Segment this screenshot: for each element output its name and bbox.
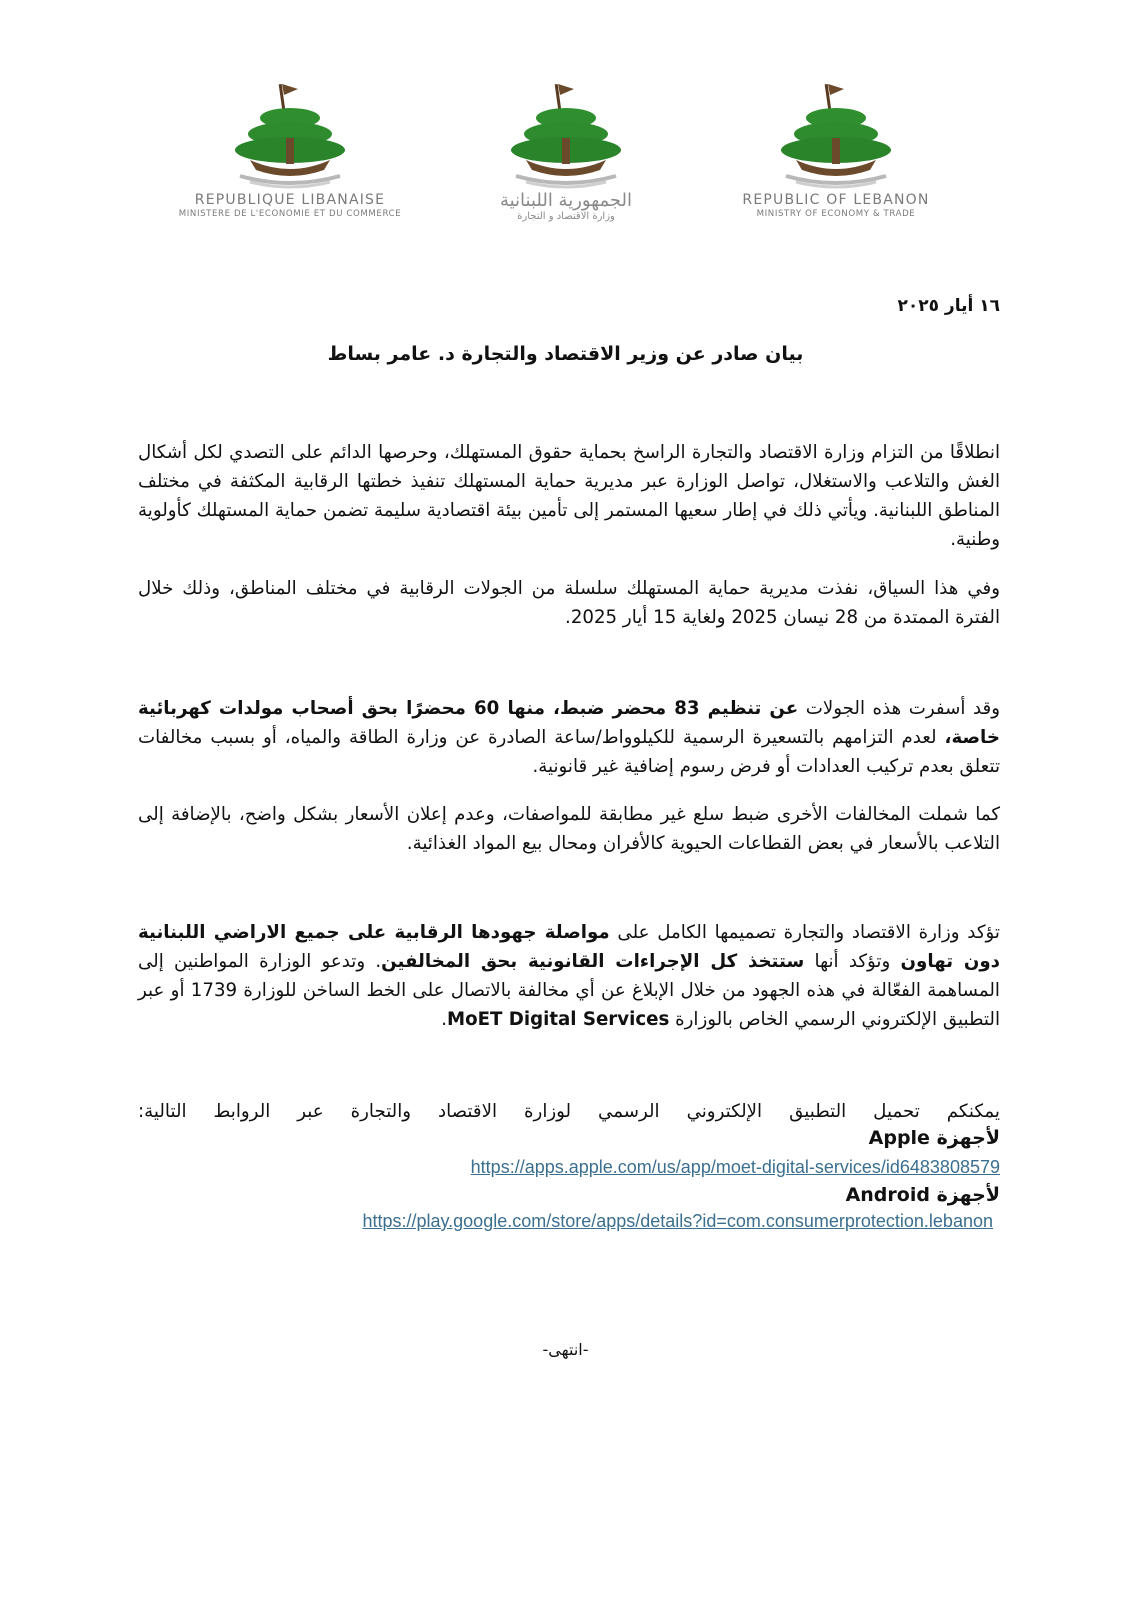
commitment-text-c: وتؤكد أنها xyxy=(804,951,901,972)
logo-english-line2: MINISTRY OF ECONOMY & TRADE xyxy=(756,209,916,219)
logo-french xyxy=(160,78,420,238)
commitment-text-g: . xyxy=(441,1009,447,1030)
logo-english-line1: REPUBLIC OF LEBANON xyxy=(742,192,930,208)
commitment-highlight-1: مواصلة جهودها الرقابية على جميع الاراضي اللبنانية دون تهاون xyxy=(138,922,1000,972)
paragraph-context: وفي هذا السياق، نفذت مديرية حماية المستهلك سلسلة من الجولات الرقابية في مختلف المناطق، وذلك خلال الفترة الممتدة من 28 نيسان 2025 ولغاية 15 أيار 2025. xyxy=(138,578,1000,628)
logo-arabic-line1: الجمهورية اللبنانية xyxy=(499,190,633,211)
paragraph-results xyxy=(138,694,1000,781)
apple-store-link[interactable]: https://apps.apple.com/us/app/moet-digital-services/id6483808579 xyxy=(470,1157,1000,1177)
apple-label: لأجهزة Apple xyxy=(868,1127,1000,1149)
results-highlight: عن تنظيم 83 محضر ضبط، منها 60 محضرًا بحق أصحاب مولدات كهربائية خاصة، xyxy=(138,698,1000,748)
statement-title: بيان صادر عن وزير الاقتصاد والتجارة د. عامر بساط xyxy=(327,343,804,365)
logo-arabic-line2: وزارة الاقتصاد و التجارة xyxy=(517,211,615,222)
letterhead xyxy=(0,78,1131,238)
cedar-emblem-icon xyxy=(496,78,636,190)
logo-arabic xyxy=(436,78,696,238)
commitment-text-a: تؤكد وزارة الاقتصاد والتجارة تصميمها الكامل على xyxy=(609,922,1000,943)
paragraph-intro: انطلاقًا من التزام وزارة الاقتصاد والتجارة الراسخ بحماية حقوق المستهلك، وحرصها الدائم على التصدي لكل أشكال الغش والتلاعب والاستغلال، تواصل الوزارة عبر مديرية حماية المستهلك تنفيذ خطتها الرقابية المكثفة في مختلف المناطق اللبنانية. ويأتي ذلك في إطار سعيها المستمر إلى تأمين بيئة اقتصادية سليمة تضمن حماية المستهلك كأولوية وطنية. xyxy=(138,442,1000,550)
paragraph-commitment xyxy=(138,918,1000,1034)
commitment-highlight-2: ستتخذ كل الإجراءات القانونية بحق المخالفين xyxy=(381,951,805,972)
android-label: لأجهزة Android xyxy=(845,1184,1000,1206)
logo-french-line1: REPUBLIQUE LIBANAISE xyxy=(194,192,386,208)
cedar-emblem-icon xyxy=(766,78,906,190)
results-text-c: لعدم التزامهم بالتسعيرة الرسمية للكيلوواط/ساعة الصادرة عن وزارة الطاقة والمياه، أو بسبب مخالفات تتعلق بعدم تركيب العدادات أو فرض رسوم إضافية غير قانونية. xyxy=(138,727,1000,777)
paragraph-other-violations: كما شملت المخالفات الأخرى ضبط سلع غير مطابقة للمواصفات، وعدم إعلان الأسعار بشكل واضح، بالإضافة إلى التلاعب بالأسعار في بعض القطاعات الحيوية كالأفران ومحال بيع المواد الغذائية. xyxy=(138,804,1000,854)
logo-english xyxy=(706,78,966,238)
logo-french-line2: MINISTERE DE L'ECONOMIE ET DU COMMERCE xyxy=(178,209,402,219)
paragraph-download: يمكنكم تحميل التطبيق الإلكتروني الرسمي لوزارة الاقتصاد والتجارة عبر الروابط التالية: xyxy=(138,1101,1000,1122)
commitment-text-e: . وتدعو الوزارة المواطنين إلى المساهمة الفعّالة في هذه الجهود من خلال الإبلاغ عن أي مخالفة بالاتصال على الخط الساخن للوزارة 1739 أو عبر التطبيق الإلكتروني الرسمي الخاص بالوزارة xyxy=(138,951,1000,1030)
cedar-emblem-icon xyxy=(220,78,360,190)
google-play-link[interactable]: https://play.google.com/store/apps/details?id=com.consumerprotection.lebanon xyxy=(362,1211,993,1231)
statement-date: ١٦ أيار ٢٠٢٥ xyxy=(897,296,1000,316)
app-name: MoET Digital Services xyxy=(447,1009,670,1030)
end-marker: -انتهى- xyxy=(542,1340,589,1359)
results-text-a: وقد أسفرت هذه الجولات xyxy=(798,698,1000,719)
